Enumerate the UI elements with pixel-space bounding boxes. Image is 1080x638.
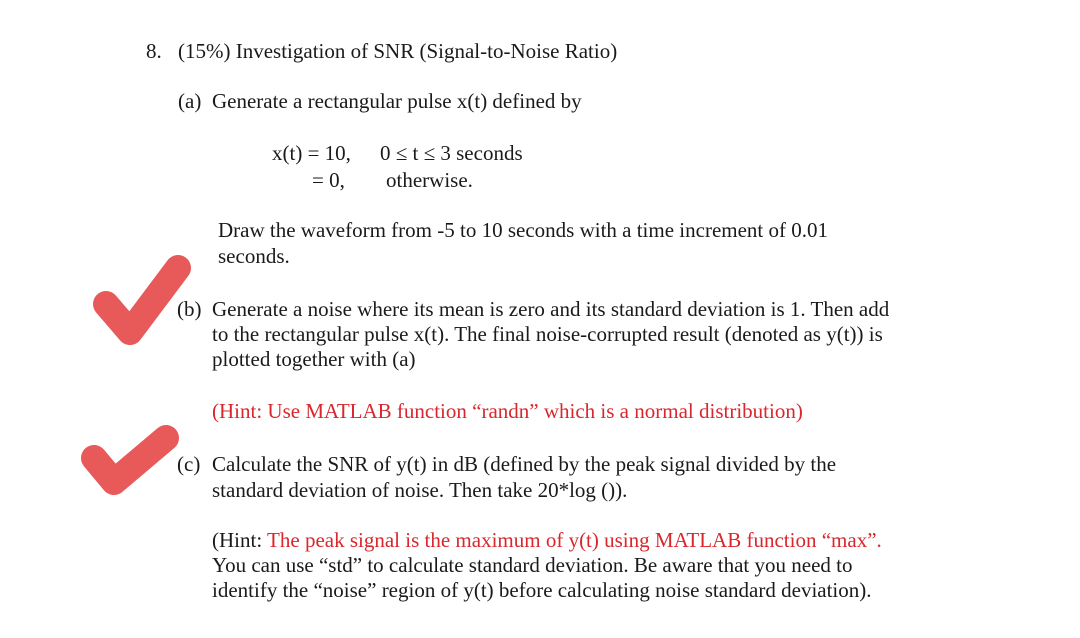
part-a-text: Generate a rectangular pulse x(t) defined by [212,89,582,113]
part-c-line-2: standard deviation of noise. Then take 20*log ()). [212,478,628,502]
equation-line-1-condition: 0 ≤ t ≤ 3 seconds [380,141,523,165]
part-c-hint-line-1 [212,527,882,553]
part-b-line-3: plotted together with (a) [212,347,416,371]
part-c-hint-red-text: The peak signal is the maximum of y(t) using MATLAB function “max”. [267,528,882,552]
part-c-hint-prefix: (Hint: [212,528,268,552]
part-c-line-1: Calculate the SNR of y(t) in dB (defined by the peak signal divided by the [212,452,837,476]
part-a-label: (a) [178,89,202,113]
part-c-hint-line-3: identify the “noise” region of y(t) before calculating noise standard deviation). [212,578,872,602]
part-a-draw-line-1: Draw the waveform from -5 to 10 seconds with a time increment of 0.01 [218,218,828,242]
part-b-label: (b) [177,297,202,321]
equation-line-2-condition: otherwise. [386,168,473,192]
part-c-hint-line-2: You can use “std” to calculate standard deviation. Be aware that you need to [212,553,853,577]
part-b-hint: (Hint: Use MATLAB function “randn” which is a normal distribution) [212,399,803,423]
part-b-line-2: to the rectangular pulse x(t). The final noise-corrupted result (denoted as y(t)) is [212,322,883,346]
problem-title: (15%) Investigation of SNR (Signal-to-Noise Ratio) [178,39,618,63]
checkmark-icon [80,420,180,500]
equation-line-2-lhs: = 0, [312,168,345,192]
part-c-label: (c) [177,452,201,476]
part-b-line-1: Generate a noise where its mean is zero and its standard deviation is 1. Then add [212,297,890,321]
problem-number: 8. [146,39,162,63]
part-a-draw-line-2: seconds. [218,244,290,268]
equation-line-1-lhs: x(t) = 10, [272,141,351,165]
